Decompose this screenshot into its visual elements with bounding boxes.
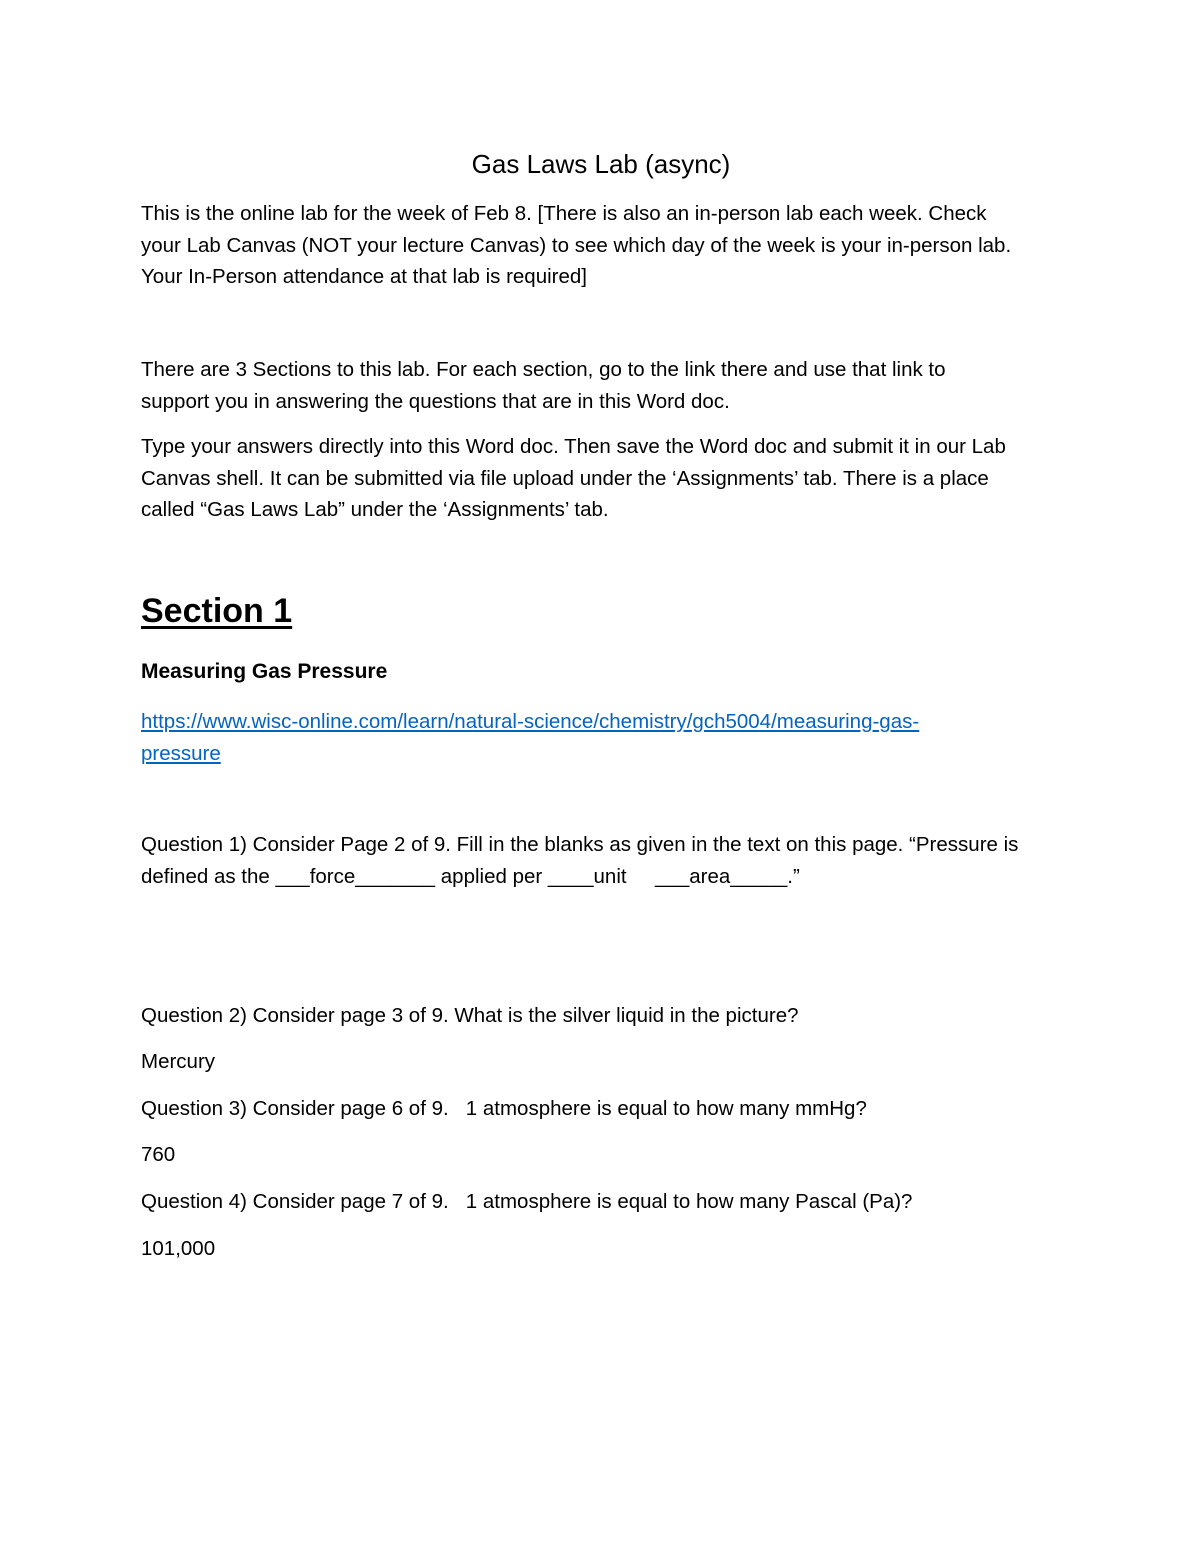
instructions-paragraph [141,431,1061,526]
sections-info-paragraph [141,354,1061,417]
instructions-line: Type your answers directly into this Word doc. Then save the Word doc and submit it in our Lab [141,435,1006,458]
instructions-line: called “Gas Laws Lab” under the ‘Assignments’ tab. [141,498,609,521]
question-3: Question 3) Consider page 6 of 9. 1 atmosphere is equal to how many mmHg? [141,1097,867,1120]
sections-info-line: support you in answering the questions that are in this Word doc. [141,389,730,413]
question-4: Question 4) Consider page 7 of 9. 1 atmosphere is equal to how many Pascal (Pa)? [141,1190,913,1213]
instructions-line: Canvas shell. It can be submitted via file upload under the ‘Assignments’ tab. There is a place [141,466,989,490]
intro-line: Your In-Person attendance at that lab is required] [141,265,587,288]
section-1-heading: Section 1 [141,592,293,630]
question-2: Question 2) Consider page 3 of 9. What is the silver liquid in the picture? [141,1004,799,1027]
measuring-gas-pressure-heading: Measuring Gas Pressure [141,660,388,683]
link-line[interactable]: https://www.wisc-online.com/learn/natural-science/chemistry/gch5004/measuring-gas- [141,710,920,733]
wisc-online-link[interactable] [141,706,1041,769]
sections-info-line: There are 3 Sections to this lab. For each section, go to the link there and use that link to [141,358,946,381]
intro-line: your Lab Canvas (NOT your lecture Canvas) to see which day of the week is your in-person lab. [141,233,1012,257]
intro-paragraph [141,198,1061,293]
question-1-line: Question 1) Consider Page 2 of 9. Fill in the blanks as given in the text on this page. “Pressure is [141,833,1019,856]
question-1-line: defined as the ___force_______ applied per ____unit ___area_____.” [141,864,800,888]
document-title: Gas Laws Lab (async) [471,149,731,179]
question-1 [141,829,1061,892]
answer-2[interactable]: Mercury [141,1050,216,1073]
answer-4[interactable]: 101,000 [141,1237,216,1260]
link-line[interactable]: pressure [141,741,221,765]
answer-3[interactable]: 760 [141,1143,176,1166]
intro-line: This is the online lab for the week of Feb 8. [There is also an in-person lab each week. Check [141,202,987,225]
